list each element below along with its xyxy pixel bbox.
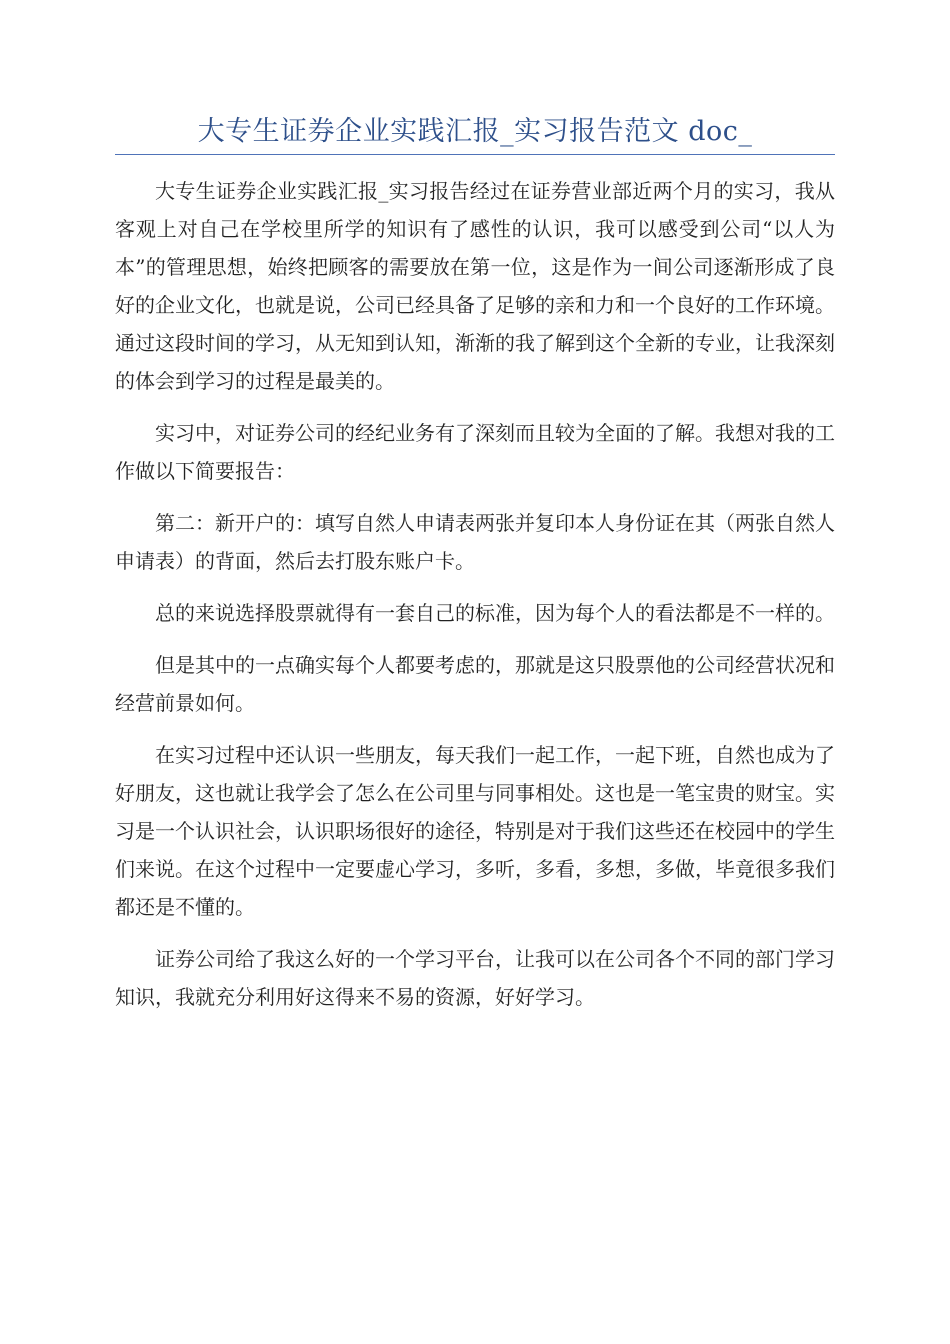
- paragraph-7: 证券公司给了我这么好的一个学习平台，让我可以在公司各个不同的部门学习知识，我就充分利用好这得来不易的资源，好好学习。: [115, 947, 835, 1009]
- paragraph-2: 实习中，对证券公司的经纪业务有了深刻而且较为全面的了解。我想对我的工作做以下简要报告：: [115, 421, 835, 483]
- document-title: 大专生证券企业实践汇报_实习报告范文 doc_: [197, 116, 753, 147]
- paragraph-4: 总的来说选择股票就得有一套自己的标准，因为每个人的看法都是不一样的。: [155, 601, 835, 625]
- title-underline: [115, 154, 835, 155]
- paragraph-5: 但是其中的一点确实每个人都要考虑的，那就是这只股票他的公司经营状况和经营前景如何。: [115, 653, 835, 715]
- paragraph-1: 大专生证券企业实践汇报_实习报告经过在证券营业部近两个月的实习，我从客观上对自己在学校里所学的知识有了感性的认识，我可以感受到公司“以人为本”的管理思想，始终把顾客的需要放在第一位，这是作为一间公司逐渐形成了良好的企业文化，也就是说，公司已经具备了足够的亲和力和一个良好的工作环境。通过这段时间的学习，从无知到认知，渐渐的我了解到这个全新的专业，让我深刻的体会到学习的过程是最美的。: [115, 179, 835, 393]
- document-body: [115, 172, 835, 1030]
- paragraph-3: 第二：新开户的：填写自然人申请表两张并复印本人身份证在其（两张自然人申请表）的背面，然后去打股东账户卡。: [115, 511, 835, 573]
- paragraph-6: 在实习过程中还认识一些朋友，每天我们一起工作，一起下班，自然也成为了好朋友，这也就让我学会了怎么在公司里与同事相处。这也是一笔宝贵的财宝。实习是一个认识社会，认识职场很好的途径，特别是对于我们这些还在校园中的学生们来说。在这个过程中一定要虚心学习，多听，多看，多想，多做，毕竟很多我们都还是不懂的。: [115, 743, 835, 919]
